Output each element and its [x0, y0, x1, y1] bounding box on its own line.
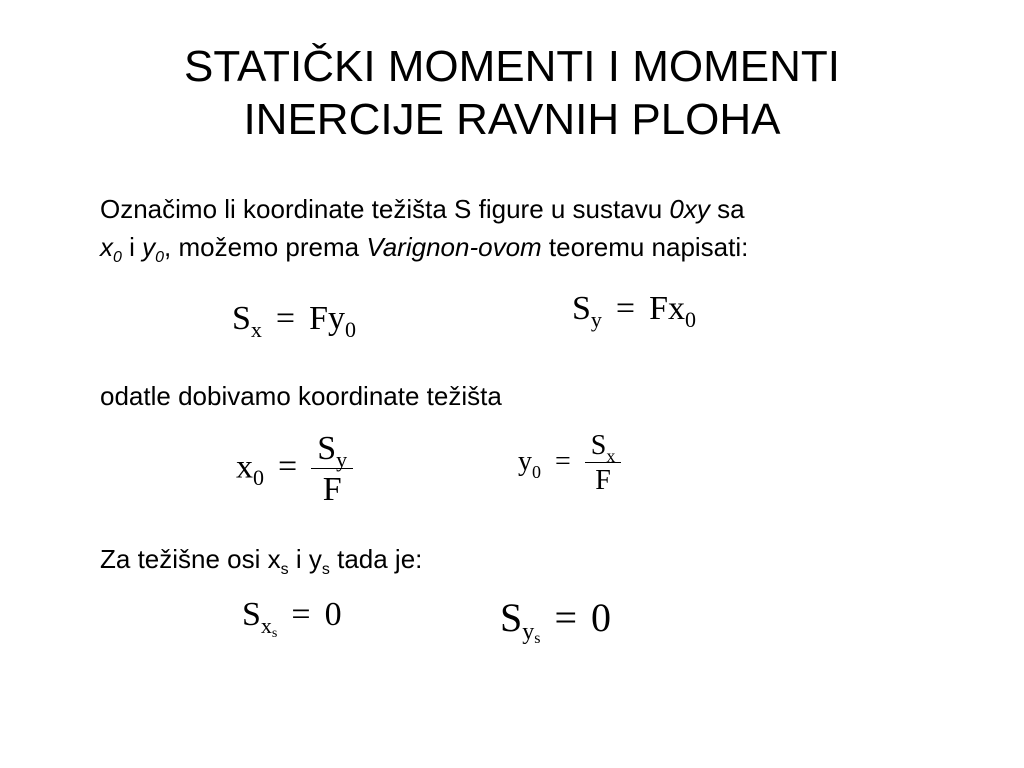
eq5-lhs-sub2: s [271, 626, 278, 641]
axes-ys-sub: s [321, 561, 330, 578]
eq5-rhs: 0 [324, 596, 342, 633]
axes-xs-sub: s [280, 561, 289, 578]
eq1-rhs: Fy [309, 300, 346, 337]
equation-y0 [518, 432, 621, 495]
eq4-op: = [555, 445, 571, 477]
intro-x: x [100, 232, 113, 262]
eq2-op: = [615, 290, 636, 327]
equation-sys [500, 595, 612, 647]
eq4-num-sub: x [606, 446, 616, 466]
eq3-numerator [311, 430, 353, 472]
eq1-op: = [275, 300, 296, 337]
eq3-lhs-sub: 0 [253, 465, 264, 491]
eq4-lhs: y [518, 445, 532, 477]
intro-x-sub: 0 [113, 249, 122, 266]
eq4-lhs-sub: 0 [532, 461, 541, 482]
eq6-lhs-sub2: s [534, 630, 541, 647]
intro-system-name: 0xy [669, 194, 710, 224]
centroid-paragraph: odatle dobivamo koordinate težišta [100, 381, 502, 411]
eq2-lhs-sub: y [590, 307, 602, 332]
eq4-denominator: F [585, 462, 622, 495]
intro-text-4: , možemo prema [164, 232, 367, 262]
eq6-lhs-sub: y [522, 619, 535, 645]
equation-sxs [242, 596, 342, 641]
eq5-op: = [291, 596, 311, 633]
intro-text-1: Označimo li koordinate težišta S figure u sustavu [100, 194, 670, 224]
eq6-lhs: S [500, 595, 523, 640]
intro-text-3: i [121, 232, 143, 262]
eq4-fraction [585, 432, 622, 495]
eq4-num: S [590, 430, 607, 461]
eq2-lhs: S [572, 290, 591, 327]
eq1-rhs-sub: 0 [345, 317, 357, 342]
eq6-op: = [554, 595, 578, 640]
eq4-numerator [585, 430, 622, 466]
title-line-1: STATIČKI MOMENTI I MOMENTI [184, 42, 840, 91]
eq2-rhs: Fx [649, 290, 686, 327]
intro-paragraph [100, 190, 980, 266]
eq5-lhs: S [242, 596, 261, 633]
intro-text-2: sa [709, 194, 745, 224]
intro-text-5: teoremu napisati: [541, 232, 749, 262]
axes-text-3: tada je: [329, 544, 423, 574]
eq3-fraction [311, 432, 353, 507]
intro-varignon: Varignon-ovom [366, 232, 542, 262]
equation-x0 [236, 432, 353, 507]
title-line-2: INERCIJE RAVNIH PLOHA [243, 95, 781, 144]
eq1-lhs: S [232, 300, 251, 337]
eq3-denominator: F [311, 468, 353, 507]
axes-paragraph [100, 540, 980, 578]
eq3-num-sub: y [336, 447, 348, 472]
eq2-rhs-sub: 0 [685, 307, 697, 332]
intro-y: y [142, 232, 156, 262]
eq3-op: = [278, 448, 298, 486]
eq3-lhs: x [236, 448, 253, 486]
eq6-rhs: 0 [591, 595, 612, 640]
axes-text-2: i y [288, 544, 322, 574]
eq5-lhs-sub: x [260, 613, 272, 638]
intro-y-sub: 0 [155, 249, 165, 266]
eq3-num: S [317, 430, 337, 467]
eq1-lhs-sub: x [250, 317, 262, 342]
equation-sx [232, 300, 357, 342]
axes-text-1: Za težišne osi x [100, 544, 281, 574]
equation-sy [572, 290, 697, 332]
slide-title [0, 40, 1024, 146]
